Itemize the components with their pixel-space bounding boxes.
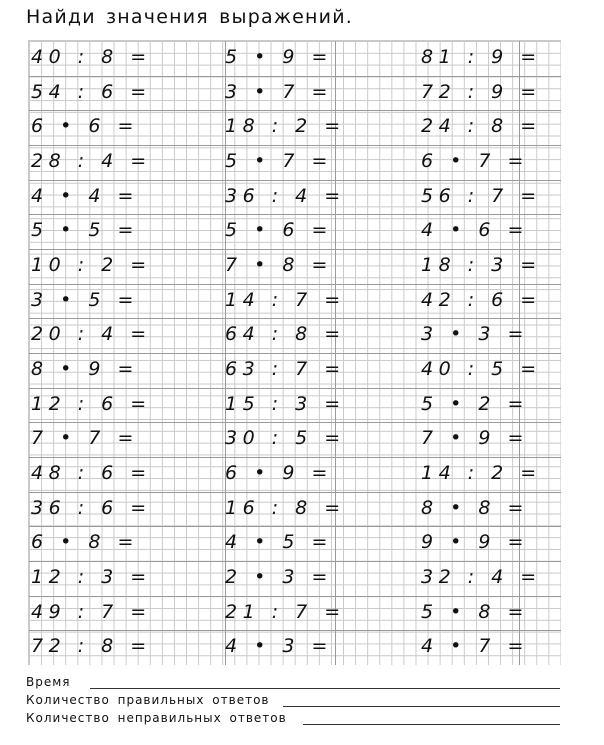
expression: 3 • 7 = bbox=[225, 80, 333, 103]
time-label: Время bbox=[26, 675, 71, 689]
expression: 12 : 6 = bbox=[31, 392, 152, 415]
correct-count-answer-line[interactable] bbox=[283, 706, 560, 707]
incorrect-count-label: Количество неправильных ответов bbox=[26, 711, 287, 725]
expression: 3 • 5 = bbox=[31, 288, 139, 311]
expression: 4 • 3 = bbox=[225, 635, 333, 658]
expression: 8 • 8 = bbox=[421, 496, 529, 519]
expression: 54 : 6 = bbox=[31, 80, 152, 103]
expression: 5 • 5 = bbox=[31, 219, 139, 242]
expression: 3 • 3 = bbox=[421, 323, 529, 346]
expression: 9 • 9 = bbox=[421, 531, 529, 554]
expression: 81 : 9 = bbox=[421, 46, 542, 68]
expression: 14 : 7 = bbox=[225, 288, 346, 311]
expression: 12 : 3 = bbox=[31, 566, 152, 588]
expression: 14 : 2 = bbox=[421, 462, 542, 484]
expression: 20 : 4 = bbox=[31, 323, 152, 346]
time-answer-line[interactable] bbox=[90, 688, 560, 689]
expression: 18 : 3 = bbox=[421, 254, 542, 276]
expression: 40 : 5 = bbox=[421, 358, 542, 380]
expression: 24 : 8 = bbox=[421, 115, 542, 138]
expression: 18 : 2 = bbox=[225, 115, 346, 138]
incorrect-count-answer-line[interactable] bbox=[303, 724, 560, 725]
exercise-grid bbox=[28, 40, 561, 665]
expression: 7 • 9 = bbox=[421, 427, 529, 450]
expression: 8 • 9 = bbox=[31, 358, 139, 380]
expression: 7 • 8 = bbox=[225, 254, 333, 276]
expression: 4 • 5 = bbox=[225, 531, 333, 554]
expression: 49 : 7 = bbox=[31, 600, 152, 623]
expression: 48 : 6 = bbox=[31, 462, 152, 484]
expression: 5 • 9 = bbox=[225, 46, 333, 68]
expression: 6 • 8 = bbox=[31, 531, 139, 554]
expression: 42 : 6 = bbox=[421, 288, 542, 311]
expression: 6 • 6 = bbox=[31, 115, 139, 138]
expression: 72 : 8 = bbox=[31, 635, 152, 658]
expression: 5 • 2 = bbox=[421, 392, 529, 415]
correct-count-label: Количество правильных ответов bbox=[26, 693, 270, 707]
expression: 56 : 7 = bbox=[421, 184, 542, 207]
expression: 4 • 7 = bbox=[421, 635, 529, 658]
expression: 30 : 5 = bbox=[225, 427, 346, 450]
expression: 4 • 4 = bbox=[31, 184, 139, 207]
expression: 5 • 7 = bbox=[225, 150, 333, 172]
expression: 36 : 4 = bbox=[225, 184, 346, 207]
expression: 36 : 6 = bbox=[31, 496, 152, 519]
expression: 32 : 4 = bbox=[421, 566, 542, 588]
page-title: Найди значения выражений. bbox=[26, 6, 353, 28]
expression: 5 • 8 = bbox=[421, 600, 529, 623]
expression: 16 : 8 = bbox=[225, 496, 346, 519]
expression: 6 • 7 = bbox=[421, 150, 529, 172]
expression: 2 • 3 = bbox=[225, 566, 333, 588]
expression: 64 : 8 = bbox=[225, 323, 346, 346]
expression: 4 • 6 = bbox=[421, 219, 529, 242]
expression: 63 : 7 = bbox=[225, 358, 346, 380]
expression: 40 : 8 = bbox=[31, 46, 152, 68]
expression: 21 : 7 = bbox=[225, 600, 346, 623]
expression: 72 : 9 = bbox=[421, 80, 542, 103]
expression: 10 : 2 = bbox=[31, 254, 152, 276]
expression: 28 : 4 = bbox=[31, 150, 152, 172]
expression: 6 • 9 = bbox=[225, 462, 333, 484]
expression: 7 • 7 = bbox=[31, 427, 139, 450]
expression: 5 • 6 = bbox=[225, 219, 333, 242]
expression: 15 : 3 = bbox=[225, 392, 346, 415]
